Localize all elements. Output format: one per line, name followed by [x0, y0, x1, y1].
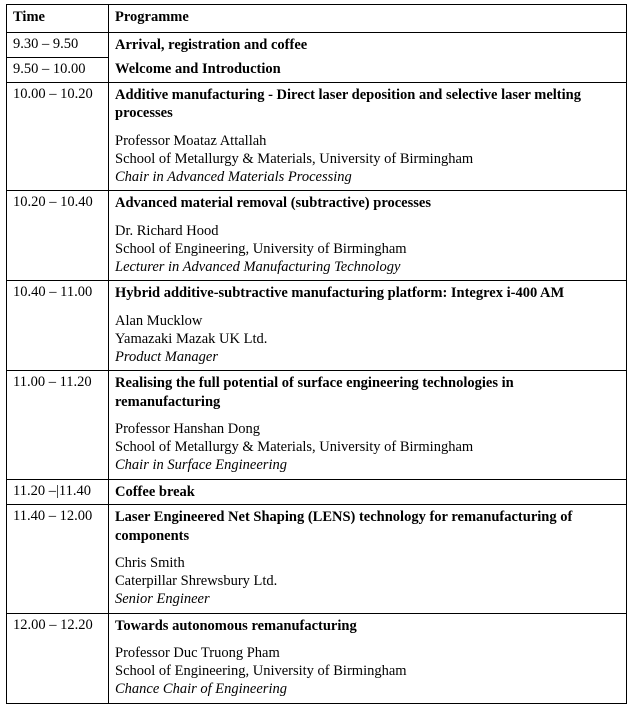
cell-programme	[109, 281, 627, 371]
table-header	[7, 5, 627, 33]
cell-time: 11.40 – 12.00	[7, 505, 109, 613]
speaker-affiliation: School of Metallurgy & Materials, University of Birmingham	[115, 151, 474, 167]
session-title: Additive manufacturing - Direct laser deposition and selective laser melting processes	[115, 86, 581, 122]
cell-time: 10.20 – 10.40	[7, 191, 109, 281]
table-row	[7, 613, 627, 703]
speaker-block	[115, 420, 620, 474]
column-header-time: Time	[7, 5, 109, 33]
cell-time: 9.30 – 9.50	[7, 32, 109, 57]
speaker-block	[115, 554, 620, 608]
session-title: Welcome and Introduction	[115, 61, 281, 78]
speaker-name: Professor Moataz Attallah	[115, 132, 267, 149]
speaker-role: Chair in Advanced Materials Processing	[115, 169, 352, 186]
table-body	[7, 32, 627, 703]
speaker-block	[115, 132, 620, 186]
table-header-row	[7, 5, 627, 33]
speaker-name: Alan Mucklow	[115, 312, 203, 329]
speaker-affiliation: School of Engineering, University of Birmingham	[115, 663, 407, 680]
table-row	[7, 281, 627, 371]
table-row	[7, 191, 627, 281]
speaker-name: Professor Hanshan Dong	[115, 421, 260, 438]
session-title: Towards autonomous remanufacturing	[115, 617, 357, 634]
schedule-table	[6, 4, 627, 704]
speaker-affiliation: Caterpillar Shrewsbury Ltd.	[115, 573, 278, 590]
cell-time: 9.50 – 10.00	[7, 57, 109, 82]
table-row	[7, 479, 627, 505]
speaker-name: Chris Smith	[115, 555, 185, 572]
cell-programme	[109, 505, 627, 613]
speaker-role: Senior Engineer	[115, 591, 210, 608]
cell-programme	[109, 191, 627, 281]
table-row	[7, 82, 627, 190]
speaker-block	[115, 644, 620, 698]
speaker-block	[115, 312, 620, 366]
speaker-affiliation: Yamazaki Mazak UK Ltd.	[115, 330, 268, 347]
cell-programme	[109, 57, 627, 82]
cell-programme	[109, 32, 627, 57]
cell-programme	[109, 371, 627, 479]
cell-time: 10.00 – 10.20	[7, 82, 109, 190]
speaker-role: Chair in Surface Engineering	[115, 457, 287, 474]
column-header-programme: Programme	[109, 5, 627, 33]
session-title: Arrival, registration and coffee	[115, 36, 308, 53]
table-row	[7, 505, 627, 613]
table-row	[7, 32, 627, 57]
table-row	[7, 57, 627, 82]
table-row	[7, 371, 627, 479]
speaker-name: Dr. Richard Hood	[115, 222, 219, 239]
speaker-affiliation: School of Engineering, University of Birmingham	[115, 240, 407, 257]
session-title: Realising the full potential of surface engineering technologies in remanufacturing	[115, 375, 514, 410]
cell-time: 10.40 – 11.00	[7, 281, 109, 371]
speaker-role: Product Manager	[115, 348, 218, 365]
speaker-name: Professor Duc Truong Pham	[115, 645, 280, 662]
session-title: Hybrid additive-subtractive manufacturing platform: Integrex i-400 AM	[115, 285, 565, 302]
speaker-role: Lecturer in Advanced Manufacturing Technology	[115, 259, 401, 276]
cell-time: 11.00 – 11.20	[7, 371, 109, 479]
cell-programme	[109, 613, 627, 703]
speaker-affiliation: School of Metallurgy & Materials, University of Birmingham	[115, 439, 474, 456]
session-title: Laser Engineered Net Shaping (LENS) technology for remanufacturing of components	[115, 509, 573, 544]
cell-time: 11.20 –|11.40	[7, 479, 109, 505]
session-title: Coffee break	[115, 483, 195, 500]
cell-programme	[109, 479, 627, 505]
cell-time: 12.00 – 12.20	[7, 613, 109, 703]
speaker-block	[115, 222, 620, 276]
cell-programme	[109, 82, 627, 190]
speaker-role: Chance Chair of Engineering	[115, 681, 287, 698]
session-title: Advanced material removal (subtractive) processes	[115, 195, 431, 212]
